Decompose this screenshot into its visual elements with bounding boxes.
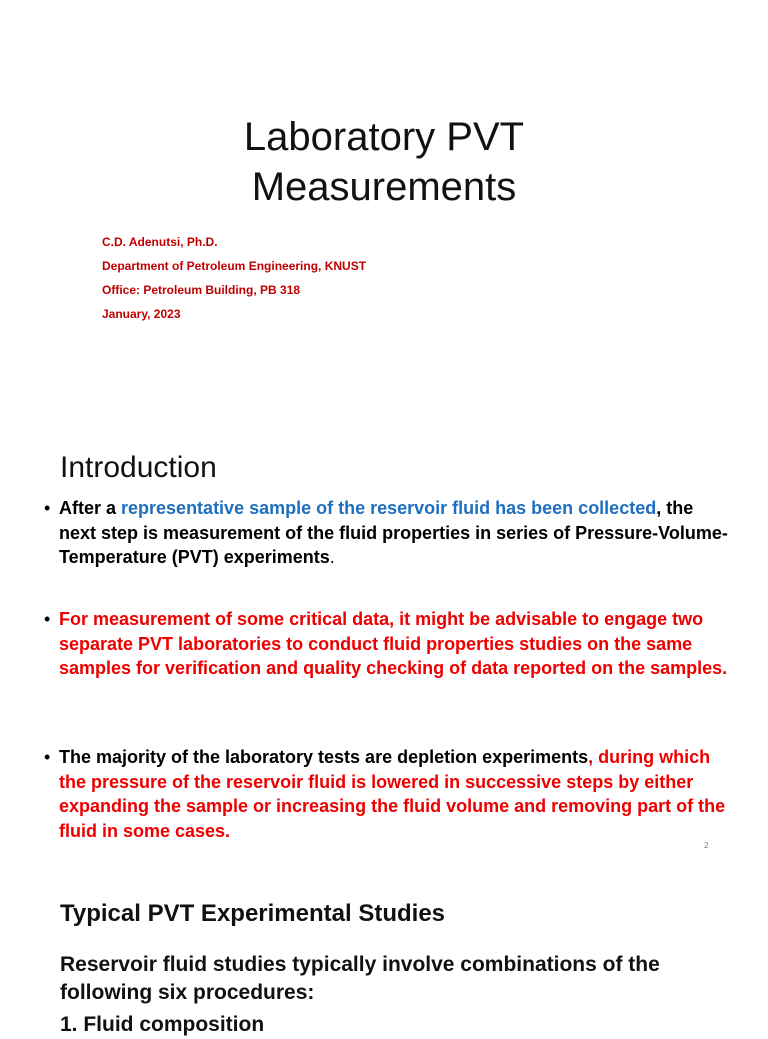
bullet-text-segment: , the next step is measurement of the fluid properties in series of Pressure-Volume-Temperature (PVT) experiments [59,498,728,567]
author-office: Office: Petroleum Building, PB 318 [102,283,301,297]
slide-title [0,112,768,212]
title-line-1: Laboratory PVT [243,115,525,159]
title-line-2: Measurements [251,165,517,209]
bullet-text [59,745,734,843]
introduction-slide [0,422,768,860]
bullet-item [44,607,734,681]
bullet-text-segment: After a [59,498,122,518]
page-number: 2 [704,841,709,850]
bullet-text-period: . [329,547,335,567]
bullet-text-segment: The majority of the laboratory tests are depletion experiments [59,747,589,767]
author-info [102,230,366,326]
slide-body-text: Reservoir fluid studies typically involve combinations of the following six procedures: [60,953,660,1004]
author-name: C.D. Adenutsi, Ph.D. [102,235,218,249]
slide-heading: Typical PVT Experimental Studies [60,900,446,927]
slide-heading: Introduction [60,451,217,484]
bullet-item [44,496,734,570]
bullet-text-highlight: representative sample of the reservoir fluid has been collected [121,498,657,518]
bullet-text-highlight: , during which the pressure of the reservoir fluid is lowered in successive steps by either expanding the sample or increasing the fluid volume and removing part of the fluid in some cases. [59,747,726,841]
list-item: 1. Fluid composition [60,1013,265,1036]
bullet-icon: • [44,609,51,629]
bullet-icon: • [44,498,51,518]
pvt-studies-slide [0,860,768,1036]
title-slide [0,0,768,422]
bullet-text: For measurement of some critical data, it might be advisable to engage two separate PVT laboratories to conduct fluid properties studies on the same samples for verification and quality checking of data reported on the samples. [59,609,728,678]
author-department: Department of Petroleum Engineering, KNUST [102,259,367,273]
bullet-icon: • [44,747,51,767]
bullet-item [44,745,734,843]
bullet-text [59,496,734,570]
presentation-date: January, 2023 [102,307,181,321]
